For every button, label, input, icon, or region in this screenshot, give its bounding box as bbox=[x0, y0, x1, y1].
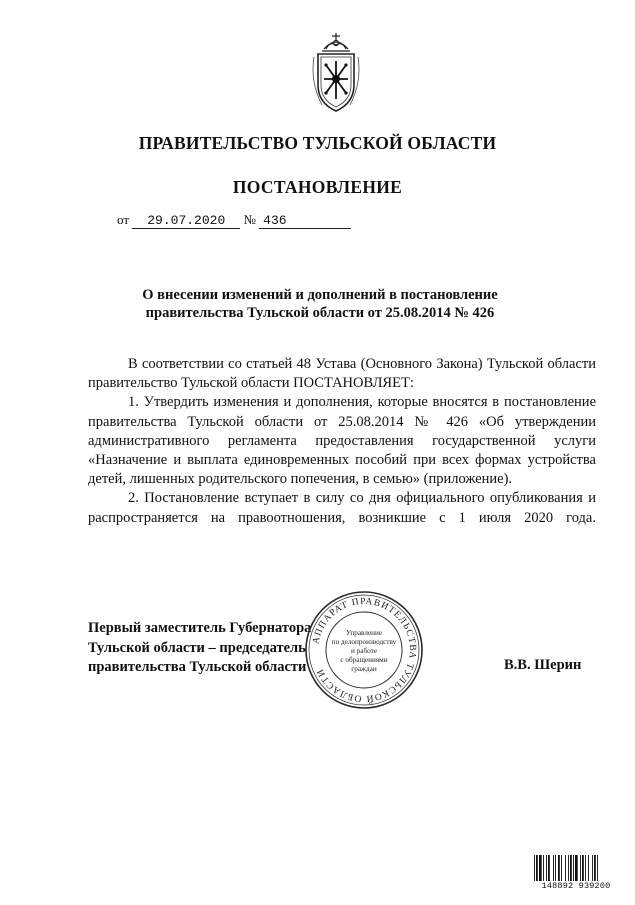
barcode-bar bbox=[534, 855, 535, 881]
barcode-bar bbox=[543, 855, 544, 881]
document-body bbox=[88, 355, 596, 528]
document-type: ПОСТАНОВЛЕНИЕ bbox=[232, 177, 403, 197]
body-paragraph-item-1: 1. Утвердить изменения и дополнения, которые вносятся в постановление правительства Тульской области от 25.08.2014 № 426 «Об утверждении административного регламента предоставления государственной услуги «Назначение и выплата единовременных пособий при всех формах устройства детей, лишенных родительского попечения, в семью» (приложение). bbox=[88, 394, 596, 488]
barcode-bar bbox=[536, 855, 538, 881]
stamp-center-line-2: по делопроизводству bbox=[331, 638, 397, 646]
barcode-bar bbox=[585, 855, 586, 881]
barcode-number: 148892 939200 bbox=[541, 881, 611, 891]
barcode-bar bbox=[573, 855, 574, 881]
barcode-bar bbox=[582, 855, 584, 881]
barcode-bar bbox=[588, 855, 589, 881]
number-prefix: № bbox=[243, 212, 256, 227]
barcode-bar bbox=[592, 855, 593, 881]
subject-line-1: О внесении изменений и дополнений в постановление bbox=[142, 287, 498, 303]
barcode-graphic bbox=[533, 855, 619, 881]
barcode-bar bbox=[553, 855, 554, 881]
barcode-bar bbox=[565, 855, 566, 881]
stamp-center-line-1: Управление bbox=[345, 629, 383, 637]
body-paragraph-item-2: 2. Постановление вступает в силу со дня официального опубликования и распространяется на правоотношения, возникшие с 1 июля 2020 года. bbox=[88, 490, 596, 526]
barcode-bar bbox=[546, 855, 547, 881]
organization-name: ПРАВИТЕЛЬСТВО ТУЛЬСКОЙ ОБЛАСТИ bbox=[138, 133, 497, 153]
stamp-ring-text: АППАРАТ ПРАВИТЕЛЬСТВА ТУЛЬСКОЙ ОБЛАСТИ bbox=[311, 596, 418, 704]
date-number-line bbox=[117, 212, 351, 229]
stamp-center-line-5: граждан bbox=[351, 665, 377, 673]
signer-position-line-1: Первый заместитель Губернатора bbox=[88, 620, 312, 636]
barcode-bar bbox=[580, 855, 581, 881]
barcode-bar bbox=[539, 855, 542, 881]
official-stamp bbox=[303, 589, 425, 711]
barcode-bar bbox=[561, 855, 562, 881]
stamp-center-line-4: с обращениями bbox=[340, 656, 388, 664]
barcode-bar bbox=[548, 855, 550, 881]
stamp-center-line-3: и работе bbox=[351, 647, 377, 655]
coat-of-arms-emblem bbox=[300, 27, 372, 117]
document-number: 436 bbox=[259, 214, 351, 229]
document-subject bbox=[100, 286, 540, 322]
barcode-bar bbox=[570, 855, 572, 881]
barcode-bar bbox=[568, 855, 569, 881]
barcode-bar bbox=[558, 855, 560, 881]
document-date: 29.07.2020 bbox=[132, 214, 240, 229]
barcode-bar bbox=[594, 855, 596, 881]
body-paragraph-preamble: В соответствии со статьей 48 Устава (Основного Закона) Тульской области правительство Тульской области ПОСТАНОВЛЯЕТ: bbox=[88, 356, 596, 392]
signer-position-line-3: правительства Тульской области bbox=[88, 659, 307, 675]
signer-position bbox=[88, 619, 311, 678]
subject-line-2: правительства Тульской области от 25.08.2014 № 426 bbox=[145, 305, 495, 321]
date-prefix: от bbox=[117, 212, 130, 227]
barcode-bar bbox=[597, 855, 598, 881]
barcode-bar bbox=[575, 855, 578, 881]
signer-name: В.В. Шерин bbox=[504, 657, 582, 673]
signer-position-line-2: Тульской области – председатель bbox=[88, 639, 306, 656]
barcode-bar bbox=[555, 855, 556, 881]
